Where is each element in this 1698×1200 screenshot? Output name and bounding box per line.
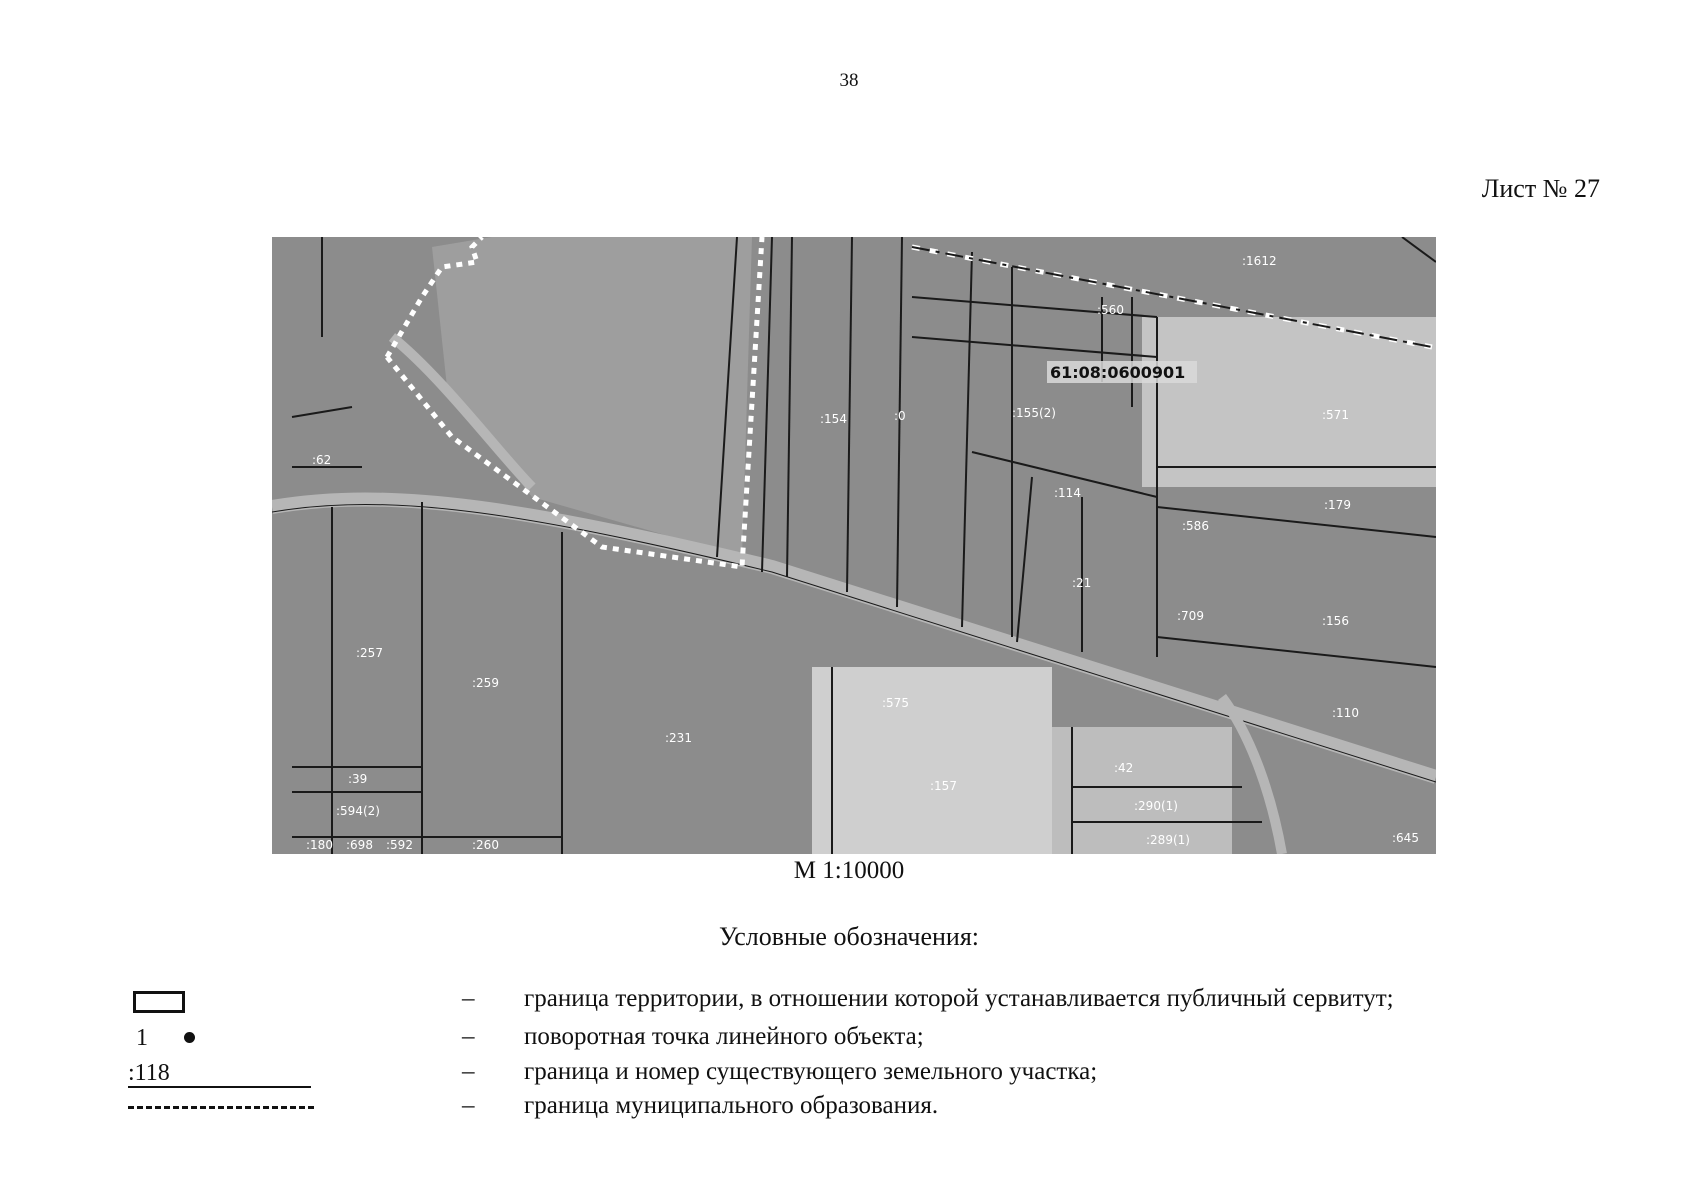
parcel-label: :709 (1177, 609, 1204, 623)
field-area (1052, 727, 1232, 854)
parcel-label: :289(1) (1146, 833, 1190, 847)
parcel-label: :592 (386, 838, 413, 852)
parcel-label: :257 (356, 646, 383, 660)
legend-text: поворотная точка линейного объекта; (524, 1023, 924, 1050)
parcel-label: :645 (1392, 831, 1419, 845)
field-area (1142, 317, 1436, 487)
turning-point-symbol (128, 1023, 328, 1059)
parcel-label: :114 (1054, 486, 1081, 500)
parcel-label: :259 (472, 676, 499, 690)
quarter-number-label: 61:08:0600901 (1050, 363, 1186, 382)
sheet-label: Лист № 27 (1481, 174, 1600, 203)
parcel-label: :156 (1322, 614, 1349, 628)
turning-point-dot-icon (184, 1032, 195, 1043)
parcel-number-sample: :118 (128, 1060, 311, 1088)
parcel-label: :39 (348, 772, 368, 786)
parcel-label: :42 (1114, 761, 1134, 775)
map-canvas (272, 237, 1436, 854)
legend-dash: – (462, 1092, 475, 1119)
parcel-label: :154 (820, 412, 847, 426)
legend-title: Условные обозначения: (718, 922, 980, 951)
parcel-label: :155(2) (1012, 406, 1056, 420)
municipal-boundary-symbol (128, 1092, 328, 1128)
legend-item (0, 1058, 1698, 1094)
legend-item (0, 1092, 1698, 1128)
parcel-label: :0 (894, 409, 906, 423)
parcel-label: :110 (1332, 706, 1359, 720)
parcel-label: :21 (1072, 576, 1092, 590)
legend-text: граница территории, в отношении которой устанавливается публичный сервитут; (524, 985, 1394, 1012)
page-number: 38 (839, 70, 859, 91)
legend-item (0, 985, 1698, 1021)
map-scale: М 1:10000 (793, 857, 905, 884)
parcel-label: :571 (1322, 408, 1349, 422)
legend-item (0, 1023, 1698, 1059)
parcel-label: :260 (472, 838, 499, 852)
parcel-label: :698 (346, 838, 373, 852)
field-area (812, 667, 1052, 854)
parcel-label: :1612 (1242, 254, 1277, 268)
parcel-label: :157 (930, 779, 957, 793)
parcel-label: :62 (312, 453, 332, 467)
parcel-label: :586 (1182, 519, 1209, 533)
parcel-label: :575 (882, 696, 909, 710)
parcel-label: :290(1) (1134, 799, 1178, 813)
parcel-label: :560 (1097, 303, 1124, 317)
legend-dash: – (462, 1023, 475, 1050)
legend-text: граница и номер существующего земельного участка; (524, 1058, 1098, 1085)
servitude-boundary-symbol (128, 985, 328, 1021)
legend-text: граница муниципального образования. (524, 1092, 939, 1119)
cadastral-map[interactable] (272, 237, 1436, 854)
turning-point-number: 1 (136, 1025, 148, 1051)
parcel-label: :231 (665, 731, 692, 745)
legend-dash: – (462, 985, 475, 1012)
parcel-label: :180 (306, 838, 333, 852)
parcel-label: :179 (1324, 498, 1351, 512)
parcel-label: :594(2) (336, 804, 380, 818)
parcel-boundary-symbol (128, 1058, 328, 1094)
legend-dash: – (462, 1058, 475, 1085)
